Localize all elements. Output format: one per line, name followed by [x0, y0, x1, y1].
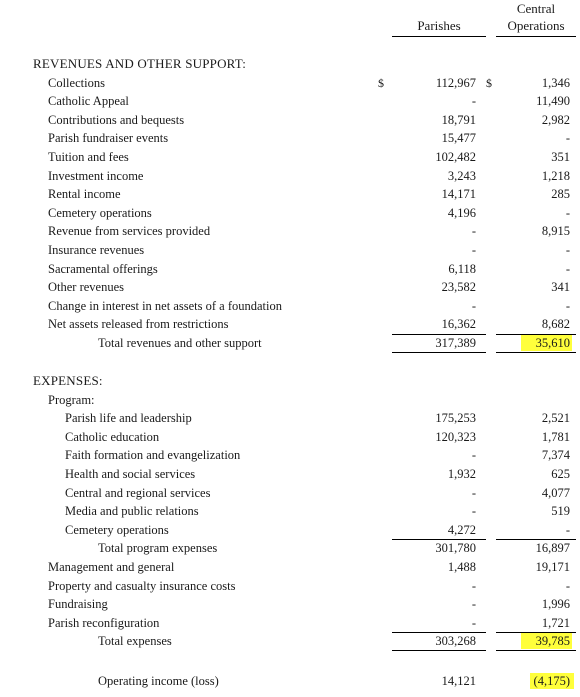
program-expense-row — [0, 502, 580, 521]
program-expense-row — [0, 484, 580, 503]
row-label: Other revenues — [48, 280, 125, 295]
central-value: - — [565, 131, 570, 146]
row-label: Operating income (loss) — [98, 674, 219, 688]
parishes-header-label: Parishes — [417, 18, 461, 33]
revenue-row — [0, 74, 580, 93]
column-header-parishes — [392, 17, 486, 37]
revenue-row — [0, 222, 580, 241]
column-header-central-operations — [496, 0, 576, 37]
parishes-value: - — [471, 485, 476, 500]
program-subheading — [0, 391, 580, 410]
program-expense-row — [0, 465, 580, 484]
revenue-row — [0, 297, 580, 316]
revenue-row — [0, 185, 580, 204]
revenue-row — [0, 111, 580, 130]
program-expense-row — [0, 409, 580, 428]
parishes-value: 102,482 — [435, 150, 476, 164]
central-value: 4,077 — [541, 485, 570, 500]
central-value: 2,521 — [541, 411, 570, 426]
row-label: Media and public relations — [65, 504, 199, 519]
parishes-value: 301,780 — [435, 541, 476, 556]
central-value: - — [565, 298, 570, 313]
row-label: Change in interest in net assets of a foundation — [48, 298, 282, 313]
central-value: 1,346 — [541, 75, 570, 90]
central-value: 1,781 — [541, 429, 570, 444]
parishes-value: 1,932 — [447, 467, 476, 481]
revenue-total-row — [0, 334, 580, 353]
central-value: 2,982 — [541, 112, 570, 127]
row-label: Parish life and leadership — [65, 411, 192, 426]
row-label: Total expenses — [98, 634, 172, 649]
row-label: Insurance revenues — [48, 243, 145, 257]
central-value: 341 — [551, 280, 570, 295]
central-value: 519 — [551, 504, 570, 519]
row-label: REVENUES AND OTHER SUPPORT: — [33, 56, 247, 71]
central-value: (4,175) — [533, 674, 570, 688]
row-label: Management and general — [48, 560, 175, 574]
expenses-total-row — [0, 632, 580, 651]
row-label: Sacramental offerings — [48, 261, 158, 276]
program-expense-row — [0, 446, 580, 465]
parishes-value: - — [471, 224, 476, 239]
row-label: Contributions and bequests — [48, 112, 185, 127]
parishes-value: 175,253 — [435, 411, 476, 426]
central-value: 19,171 — [535, 560, 570, 574]
central-value: 285 — [551, 187, 570, 202]
parishes-value: - — [471, 243, 476, 257]
parishes-value: 112,967 — [435, 75, 476, 90]
row-label: Revenue from services provided — [48, 224, 211, 239]
revenue-row — [0, 315, 580, 334]
parishes-value: 18,791 — [441, 112, 476, 127]
row-label: Cemetery operations — [65, 522, 169, 537]
row-label: Collections — [48, 75, 105, 90]
section-title-revenues — [0, 55, 580, 74]
parishes-value: - — [471, 298, 476, 313]
program-expense-row — [0, 428, 580, 447]
parishes-value: 4,196 — [447, 205, 476, 220]
expense-row — [0, 577, 580, 596]
row-label: Fundraising — [48, 597, 108, 612]
revenue-row — [0, 241, 580, 260]
row-label: Investment income — [48, 168, 144, 183]
parishes-value: - — [471, 615, 476, 630]
parishes-value: 14,171 — [441, 187, 476, 202]
parishes-value: 15,477 — [441, 131, 476, 146]
parishes-value: 303,268 — [435, 634, 476, 649]
row-label: Property and casualty insurance costs — [48, 578, 236, 593]
central-value: 39,785 — [535, 634, 570, 649]
row-label: Central and regional services — [65, 485, 211, 500]
central-value: 625 — [551, 467, 570, 481]
parishes-value: - — [471, 597, 476, 612]
operating-income-row — [0, 672, 580, 691]
central-value: 1,218 — [541, 168, 570, 183]
revenue-row — [0, 92, 580, 111]
row-label: Net assets released from restrictions — [48, 317, 229, 332]
central-value: - — [565, 243, 570, 257]
row-label: Program: — [48, 392, 95, 407]
revenue-row — [0, 278, 580, 297]
central-value: - — [565, 578, 570, 593]
central-value: - — [565, 261, 570, 276]
parishes-value: - — [471, 94, 476, 109]
parishes-value: 4,272 — [447, 522, 476, 537]
central-value: 16,897 — [535, 541, 570, 556]
parishes-value: 3,243 — [447, 168, 476, 183]
row-label: Parish fundraiser events — [48, 131, 169, 146]
central-header-line1: Central — [516, 1, 556, 16]
expense-row — [0, 614, 580, 633]
row-label: Rental income — [48, 187, 121, 202]
revenue-row — [0, 167, 580, 186]
row-label: Health and social services — [65, 467, 196, 481]
parishes-value: - — [471, 448, 476, 463]
central-value: 8,682 — [541, 317, 570, 332]
revenue-row — [0, 148, 580, 167]
parishes-value: 16,362 — [441, 317, 476, 332]
central-value: 1,996 — [541, 597, 570, 612]
currency-symbol-parishes: $ — [378, 75, 384, 90]
central-header-line2: Operations — [507, 18, 565, 33]
row-label: Catholic Appeal — [48, 94, 129, 109]
row-label: Parish reconfiguration — [48, 615, 160, 630]
program-expense-row — [0, 521, 580, 540]
parishes-value: 1,488 — [447, 560, 476, 574]
central-value: 8,915 — [541, 224, 570, 239]
central-value: 351 — [551, 150, 570, 164]
row-label: Catholic education — [65, 429, 160, 444]
central-value: 1,721 — [541, 615, 570, 630]
parishes-value: 317,389 — [435, 336, 476, 350]
revenue-row — [0, 260, 580, 279]
row-label: EXPENSES: — [33, 373, 103, 388]
expense-row — [0, 595, 580, 614]
central-value: 35,610 — [535, 336, 570, 350]
revenue-row — [0, 129, 580, 148]
row-label: Total program expenses — [98, 541, 218, 556]
central-value: 7,374 — [541, 448, 570, 463]
parishes-value: - — [471, 578, 476, 593]
central-value: - — [565, 522, 570, 537]
program-total-row — [0, 539, 580, 558]
row-label: Cemetery operations — [48, 205, 152, 220]
expense-row — [0, 558, 580, 577]
row-label: Tuition and fees — [48, 150, 129, 164]
section-title-expenses — [0, 372, 580, 391]
parishes-value: 6,118 — [448, 261, 476, 276]
row-label: Total revenues and other support — [98, 336, 262, 350]
central-value: 11,490 — [536, 94, 570, 109]
currency-symbol-central: $ — [486, 75, 492, 90]
parishes-value: 120,323 — [435, 429, 476, 444]
parishes-value: 14,121 — [441, 674, 476, 688]
central-value: - — [565, 205, 570, 220]
parishes-value: 23,582 — [441, 280, 476, 295]
revenue-row — [0, 204, 580, 223]
parishes-value: - — [471, 504, 476, 519]
row-label: Faith formation and evangelization — [65, 448, 241, 463]
